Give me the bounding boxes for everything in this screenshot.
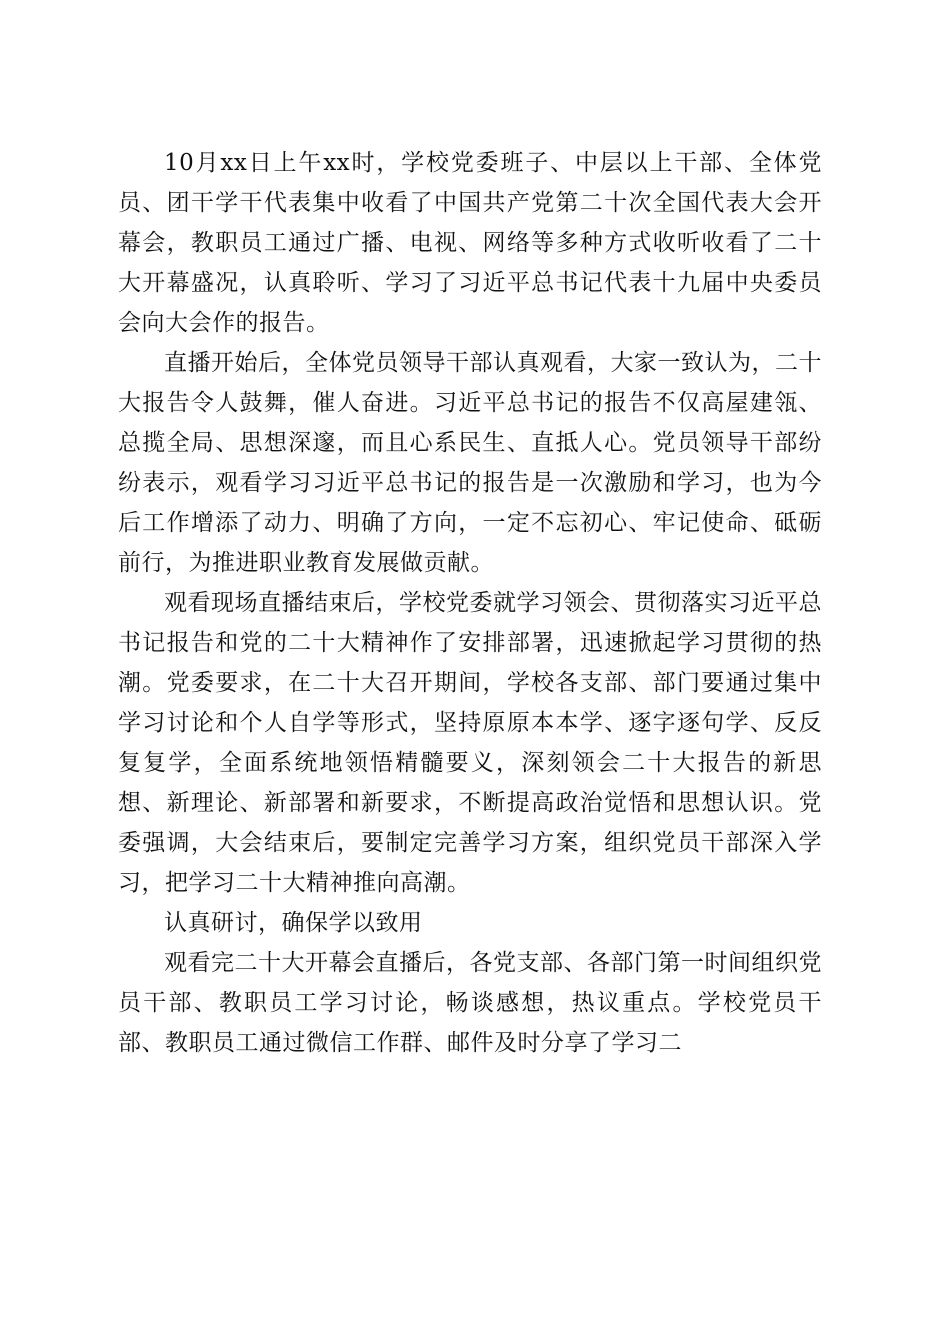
paragraph-opening-broadcast: 10月xx日上午xx时，学校党委班子、中层以上干部、全体党员、团干学干代表集中收看了中国共产党第二十次全国代表大会开幕会，教职员工通过广播、电视、网络等多种方式收听收看了二十大开幕盛况，认真聆听、学习了习近平总书记代表十九届中央委员会向大会作的报告。 — [118, 150, 822, 336]
document-body — [118, 143, 822, 1063]
paragraph-live-viewing: 直播开始后，全体党员领导干部认真观看，大家一致认为，二十大报告令人鼓舞，催人奋进。习近平总书记的报告不仅高屋建瓴、总揽全局、思想深邃，而且心系民生、直抵人心。党员领导干部纷纷表示，观看学习习近平总书记的报告是一次激励和学习，也为今后工作增添了动力、明确了方向，一定不忘初心、牢记使命、砥砺前行，为推进职业教育发展做贡献。 — [118, 350, 822, 576]
paragraph-discussion: 观看完二十大开幕会直播后，各党支部、各部门第一时间组织党员干部、教职员工学习讨论，畅谈感想，热议重点。学校党员干部、教职员工通过微信工作群、邮件及时分享了学习二 — [118, 950, 822, 1056]
section-heading: 认真研讨，确保学以致用 — [164, 910, 423, 936]
paragraph-deployment: 观看现场直播结束后，学校党委就学习领会、贯彻落实习近平总书记报告和党的二十大精神作了安排部署，迅速掀起学习贯彻的热潮。党委要求，在二十大召开期间，学校各支部、部门要通过集中学习讨论和个人自学等形式，坚持原原本本学、逐字逐句学、反反复复学，全面系统地领悟精髓要义，深刻领会二十大报告的新思想、新理论、新部署和新要求，不断提高政治觉悟和思想认识。党委强调，大会结束后，要制定完善学习方案，组织党员干部深入学习，把学习二十大精神推向高潮。 — [118, 590, 822, 896]
